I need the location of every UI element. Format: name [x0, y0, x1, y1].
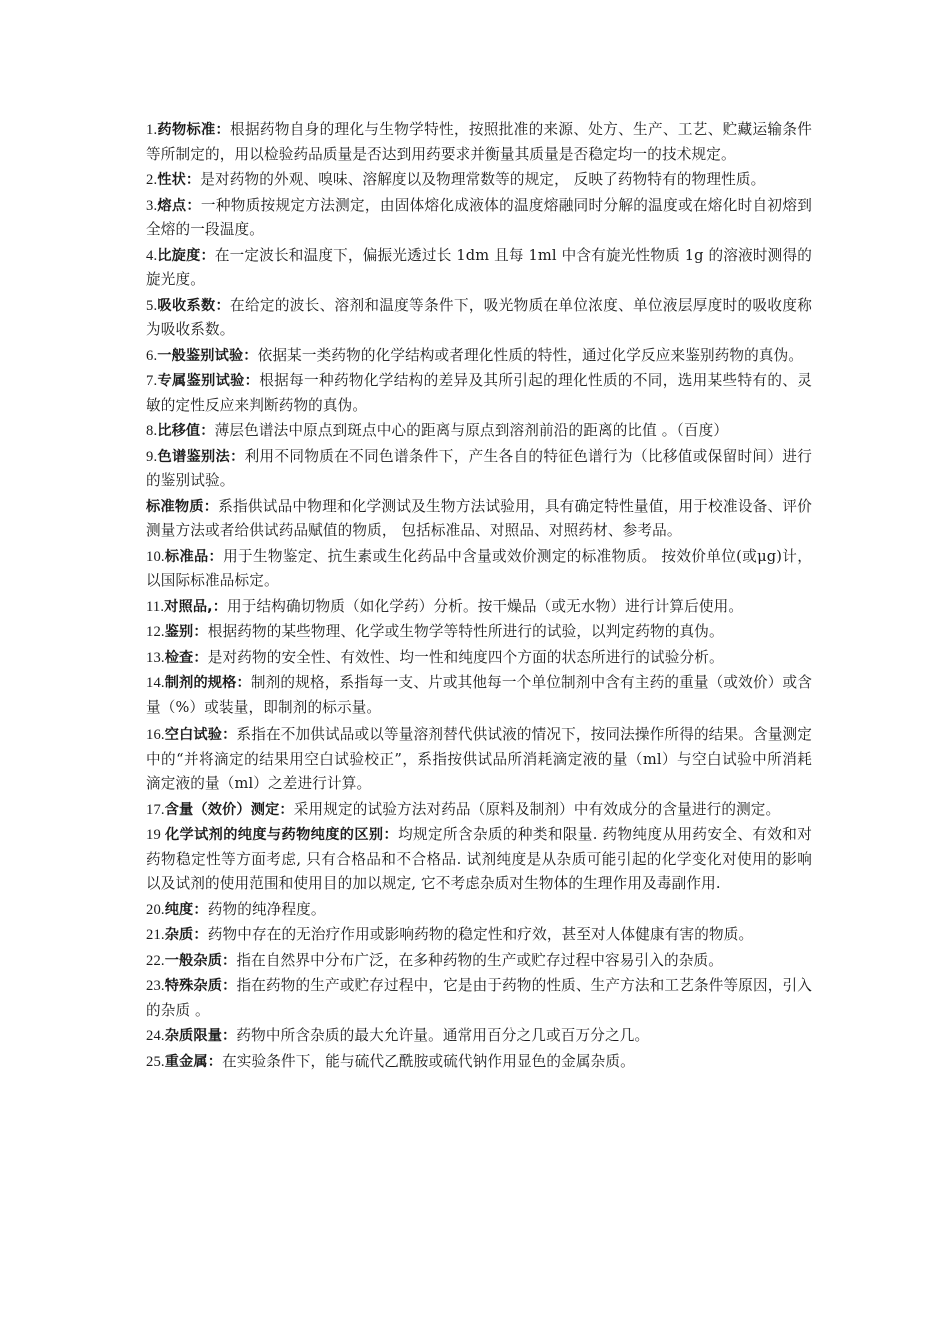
entry-text: 指在药物的生产或贮存过程中，它是由于药物的性质、生产方法和工艺条件等原因，引入的杂质 。	[146, 977, 812, 1019]
entry-term: 含量（效价）测定：	[164, 801, 294, 818]
entry-text: 依据某一类药物的化学结构或者理化性质的特性，通过化学反应来鉴别药物的真伪。	[257, 346, 804, 364]
entry-term: 对照品,：	[164, 598, 228, 615]
entry-term: 重金属：	[164, 1053, 223, 1070]
entry-number: 4.	[146, 247, 158, 264]
definition-entry-22	[146, 949, 812, 974]
entry-term: 比旋度：	[157, 247, 215, 264]
entry-number: 11.	[146, 598, 165, 615]
entry-number: 21.	[146, 927, 165, 943]
entry-text: 根据药物的某些物理、化学或生物学等特性所进行的试验，以判定药物的真伪。	[207, 623, 724, 640]
entry-term: 检查：	[164, 649, 208, 666]
definition-entry-3	[146, 194, 812, 243]
entry-term: 专属鉴别试验：	[157, 373, 260, 389]
entry-term: 比移值：	[157, 423, 215, 439]
entry-term: 一般杂质：	[164, 952, 237, 969]
definition-entry-25	[146, 1050, 812, 1075]
entry-number: 5.	[146, 297, 158, 314]
entry-text: 制剂的规格，系指每一支、片或其他每一个单位制剂中含有主药的重量（或效价）或含量（%）或装量，即制剂的标示量。	[146, 674, 812, 716]
entry-text: 用于生物鉴定、抗生素或生化药品中含量或效价测定的标准物质。 按效价单位(或μg)计，以国际标准品标定。	[146, 547, 812, 589]
entry-term: 化学试剂的纯度与药物纯度的区别：	[164, 827, 399, 843]
entry-term: 鉴别：	[164, 624, 208, 640]
entry-text: 均规定所含杂质的种类和限量. 药物纯度从用药安全、有效和对药物稳定性等方面考虑, 只有合格品和不合格品. 试剂纯度是从杂质可能引起的化学变化对使用的影响以及试剂的使用范围和使用目的加以规定, 它不考虑杂质对生物体的生理作用及毒副作用.	[146, 826, 812, 892]
definition-entry-13	[146, 646, 812, 671]
entry-term: 制剂的规格：	[164, 675, 251, 691]
definition-entry-10	[146, 545, 812, 594]
entry-number: 2.	[146, 172, 158, 188]
entry-text: 指在自然界中分布广泛，在多种药物的生产或贮存过程中容易引入的杂质。	[236, 951, 723, 969]
entry-number: 23.	[146, 978, 165, 994]
entry-text: 药物中所含杂质的最大允许量。通常用百分之几或百万分之几。	[236, 1027, 650, 1044]
definition-entry-17	[146, 798, 812, 823]
definition-entry-19	[146, 823, 812, 897]
entry-text: 利用不同物质在不同色谱条件下，产生各自的特征色谱行为（比移值或保留时间）进行的鉴别试验。	[146, 447, 812, 489]
entry-number: 24.	[146, 1028, 165, 1044]
entry-number: 7.	[146, 373, 158, 389]
entry-term: 杂质限量：	[164, 1028, 237, 1044]
entry-text: 用于结构确切物质（如化学药）分析。按干燥品（或无水物）进行计算后使用。	[227, 597, 744, 615]
entry-text: 系指在不加供试品或以等量溶剂替代供试液的情况下，按同法操作所得的结果。含量测定中的“并将滴定的结果用空白试验校正”，系指按供试品所消耗滴定液的量（ml）与空白试验中所消耗滴定液的量（ml）之差进行计算。	[146, 726, 812, 792]
entry-term: 标准品：	[164, 548, 224, 565]
definition-entry-21	[146, 923, 812, 948]
entry-term: 杂质：	[164, 927, 208, 943]
entry-text: 在给定的波长、溶剂和温度等条件下，吸光物质在单位浓度、单位液层厚度时的吸收度称为吸收系数。	[146, 296, 812, 338]
entry-number: 17.	[146, 801, 165, 818]
entry-text: 采用规定的试验方法对药品（原料及制剂）中有效成分的含量进行的测定。	[293, 800, 781, 818]
entry-number: 1.	[146, 122, 158, 138]
definition-entry-14	[146, 671, 812, 720]
entry-text: 一种物质按规定方法测定，由固体熔化成液体的温度熔融同时分解的温度或在熔化时自初熔到全熔的一段温度。	[146, 196, 812, 238]
entry-number: 3.	[146, 197, 158, 214]
entry-term: 药物标准：	[157, 122, 231, 138]
definition-entry-1	[146, 118, 812, 167]
entry-number: 22.	[146, 952, 165, 969]
entry-number: 20.	[146, 901, 165, 918]
entry-number: 16.	[146, 727, 165, 743]
entry-text: 根据每一种药物化学结构的差异及其所引起的理化性质的不同，选用某些特有的、灵敏的定性反应来判断药物的真伪。	[146, 372, 812, 414]
entry-term: 标准物质：	[146, 498, 219, 515]
definition-entry-16	[146, 723, 812, 797]
definition-entry-24	[146, 1024, 812, 1049]
entry-text: 系指供试品中物理和化学测试及生物方法试验用，具有确定特性量值，用于校准设备、评价测量方法或者给供试药品赋值的物质， 包括标准品、对照品、对照药材、参考品。	[146, 497, 812, 539]
entry-term: 空白试验：	[164, 727, 237, 743]
entry-number: 6.	[146, 347, 158, 364]
entry-text: 是对药物的外观、嗅味、溶解度以及物理常数等的规定， 反映了药物特有的物理性质。	[200, 171, 766, 188]
entry-term: 色谱鉴别法：	[157, 448, 245, 465]
entry-term: 一般鉴别试验：	[157, 347, 258, 364]
entry-number: 10.	[146, 548, 165, 565]
entry-number: 9.	[146, 448, 158, 465]
definition-entry-9	[146, 445, 812, 494]
entry-text: 药物中存在的无治疗作用或影响药物的稳定性和疗效，甚至对人体健康有害的物质。	[207, 926, 754, 943]
entry-number: 14.	[146, 675, 165, 691]
definition-entry-7	[146, 369, 812, 418]
definition-entry-6	[146, 344, 812, 369]
document-page	[146, 118, 812, 1075]
entry-text: 是对药物的安全性、有效性、均一性和纯度四个方面的状态所进行的试验分析。	[207, 648, 724, 666]
definition-entry-2	[146, 168, 812, 193]
entry-term: 性状：	[157, 172, 201, 188]
entry-term: 吸收系数：	[157, 297, 231, 314]
entry-text: 在一定波长和温度下，偏振光透过长 1dm 且每 1ml 中含有旋光性物质 1g 的溶液时测得的旋光度。	[146, 246, 812, 288]
entry-text: 薄层色谱法中原点到斑点中心的距离与原点到溶剂前沿的距离的比值 。（百度）	[214, 422, 729, 439]
definition-entry-11	[146, 595, 812, 620]
entry-text: 根据药物自身的理化与生物学特性，按照批准的来源、处方、生产、工艺、贮藏运输条件等所制定的，用以检验药品质量是否达到用药要求并衡量其质量是否稳定均一的技术规定。	[146, 121, 812, 163]
definition-entry-standard-substance	[146, 495, 812, 544]
entry-number: 12.	[146, 624, 165, 640]
entry-number: 19	[146, 827, 165, 843]
entry-number: 8.	[146, 423, 158, 439]
entry-number: 25.	[146, 1053, 165, 1070]
entry-term: 特殊杂质：	[164, 978, 237, 994]
definition-entry-4	[146, 244, 812, 293]
definition-entry-20	[146, 898, 812, 923]
definition-entry-12	[146, 620, 812, 645]
definition-entry-5	[146, 294, 812, 343]
entry-number: 13.	[146, 649, 165, 666]
definition-entry-23	[146, 974, 812, 1023]
definition-entry-8	[146, 419, 812, 444]
entry-term: 熔点：	[157, 197, 201, 214]
entry-text: 在实验条件下，能与硫代乙酰胺或硫代钠作用显色的金属杂质。	[222, 1052, 635, 1070]
entry-text: 药物的纯净程度。	[207, 900, 326, 918]
entry-term: 纯度：	[164, 901, 208, 918]
